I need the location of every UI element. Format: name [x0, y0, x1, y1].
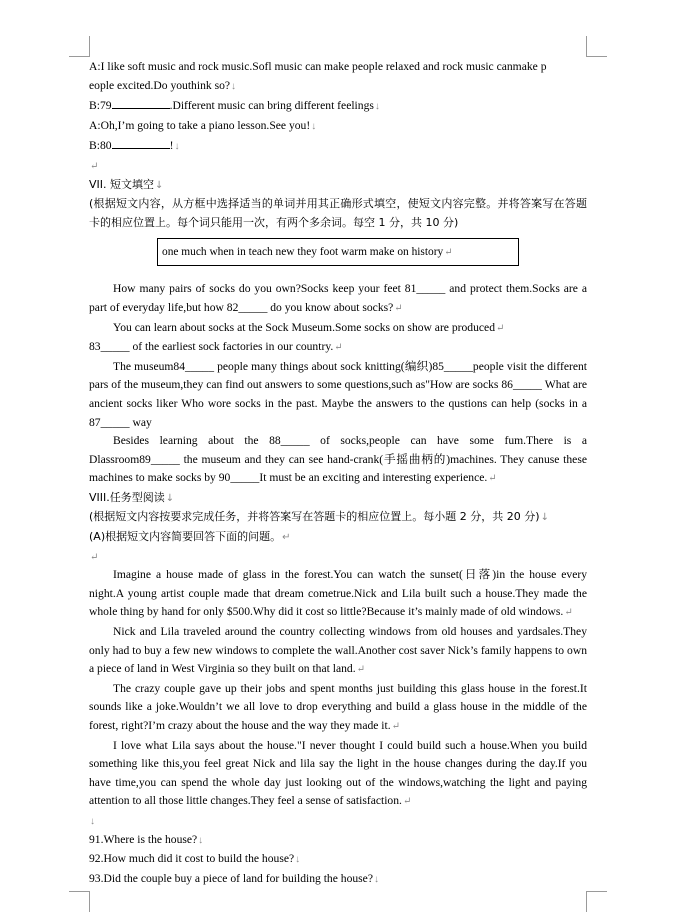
dialog-line: B:79 .Different music can bring different feelings↓	[89, 96, 587, 117]
page-corner-mark	[586, 891, 607, 912]
passage-paragraph: I love what Lila says about the house."I never thought I could build such a house.When you build something like this,you feel great Nick and lila say the light in the house changes during the day.If you have time,you can spend the whole day just looking out of the windows,watching the light and paying attention to all those little changes.They feel a sense of satisfaction.↵	[89, 738, 587, 808]
section-title: VIII.任务型阅读↓	[89, 490, 175, 504]
passage-paragraph: You can learn about socks at the Sock Museum.Some socks on show are produced↵	[113, 320, 505, 334]
word-box: one much when in teach new they foot warm make on history↵	[157, 238, 519, 266]
section-instructions: (根据短文内容，从方框中选择适当的单词并用其正确形式填空，使短文内容完整。并将答案写在答题卡的相应位置上。每个词只能用一次，有两个多余词。每空 1 分，共 10 分)	[89, 197, 587, 229]
page-corner-mark	[69, 36, 90, 57]
passage-paragraph: 83_____ of the earliest sock factories in our country.↵	[89, 340, 343, 354]
section-instructions: (根据短文内容按要求完成任务，并将答案写在答题卡的相应位置上。每小题 2 分，共 20 分)↓	[89, 510, 549, 524]
dialog-line: B:80 !↓	[89, 136, 587, 157]
passage-paragraph: The crazy couple gave up their jobs and spent months just building this glass house in the forest.It sounds like a joke.Wouldn’t we all love to drop everything and build a glass house in the middle of the forest, right?I’m crazy about the house and the way they made it.↵	[89, 681, 587, 732]
page-corner-mark	[586, 36, 607, 57]
passage-paragraph: Imagine a house made of glass in the forest.You can watch the sunset(日落)in the house every night.A young artist couple made that dream cometrue.Nick and Lila built such a house.They made the whole thing by hand for only $500.Why did it cost so little?Because it’s mainly made of old windows.↵	[89, 568, 587, 619]
dialog-line: A:I like soft music and rock music.Sofl music can make people relaxed and rock music canmake p	[89, 60, 547, 73]
dialog-line: eople excited.Do youthink so?↓	[89, 78, 237, 92]
dialog-line: A:Oh,I’m going to take a piano lesson.See you!↓	[89, 118, 317, 132]
page-corner-mark	[69, 891, 90, 912]
question-item: 93.Did the couple buy a piece of land for building the house?↓	[89, 871, 379, 885]
section-title: VII. 短文填空↓	[89, 177, 164, 191]
question-item: 91.Where is the house?↓	[89, 832, 204, 846]
passage-paragraph: Besides learning about the 88_____ of socks,people can have some fum.There is a Dlassroom89_____ the museum and they can see hand-crank(手摇曲柄的)machines. They canuse these machines to make socks by 90_____It must be an exciting and interesting experience.↵	[89, 434, 587, 485]
passage-paragraph: Nick and Lila traveled around the country collecting windows from old houses and yardsales.They only had to buy a few new windows to complete the wall.Another cost saver Nick’s family happens to own a piece of land in West Virginia so they built on that land.↵	[89, 625, 587, 676]
passage-paragraph: How many pairs of socks do you own?Socks keep your feet 81_____ and protect them.Socks are a part of everyday life,but how 82_____ do you know about socks?↵	[89, 282, 587, 314]
question-item: 92.How much did it cost to build the house?↓	[89, 852, 301, 866]
section-part-label: (A)根据短文内容简要回答下面的问题。↵	[89, 530, 291, 544]
passage-paragraph: The museum84_____ people many things about sock knitting(编织)85_____people visit the different pars of the museum,they can find out answers to some questions,such as"How are socks 86_____ What are ancient socks liker Who wore socks in the past. Maybe the answers to the qustions can help (socks in a 87_____ way	[89, 359, 587, 429]
document-body: A:I like soft music and rock music.Sofl music can make people relaxed and rock music canmake p eople excited.Do youthink so?↓ B:79 .Different music can bring different feelings↓ A:Oh,I’m going to take a piano lesson.See you!↓ B:80 !↓ ↵ VII. 短文填空↓ (根据短文内容，从方框中选择适当的单词并用其正确形式填空，使短文内容完整。并将答案写在答题卡的相应位置上。每个词只能用一次，有两个多余词。每空 1 分，共 10 分) one much when in teach new they foot warm make on history↵ How many pairs of socks do you own?Socks keep your feet 81_____ and protect them.Socks are a part of everyday life,but how 82_____ do you know about socks?↵ You can learn about socks at the Sock Museum.Some socks on show are produced↵ 83_____ of the earliest sock factories in our country.↵ The museum84_____ people many things about sock knitting(编织)85_____people visit the different pars of the museum,they can find out answers to some questions,such as"How are socks 86_____ What are ancient socks liker Who wore socks in the past. Maybe the answers to the qustions can help (socks in a 87_____ way Besides learning about the 88_____ of socks,people can have some fum.There is a Dlassroom89_____ the museum and they can see hand-crank(手摇曲柄的)machines. They canuse these machines to make socks by 90_____It must be an exciting and interesting experience.↵ VIII.任务型阅读↓ (根据短文内容按要求完成任务，并将答案写在答题卡的相应位置上。每小题 2 分，共 20 分)↓ (A)根据短文内容简要回答下面的问题。↵ ↵ Imagine a house made of glass in the forest.You can watch the sunset(日落)in the house every night.A young artist couple made that dream cometrue.Nick and Lila built such a house.They made the whole thing by hand for only $500.Why did it cost so little?Because it’s mainly made of old windows.↵ Nick and Lila traveled around the country collecting windows from old houses and yardsales.They only had to buy a few new windows to complete the wall.Another cost saver Nick’s family happens to own a piece of land in West Virginia so they built on that land.↵ The crazy couple gave up their jobs and spent months just building this glass house in the forest.It sounds like a joke.Wouldn’t we all love to drop everything and build a glass house in the middle of the forest, right?I’m crazy about the house and the way they made it.↵ I love what Lila says about the house."I never thought I could build such a house.When you build something like this,you feel great Nick and lila say the light in the house changes during the day.If you have time,you can spend the whole day just looking out of the windows,watching the light and paying attention to all those little changes.They feel a sense of satisfaction.↵ ↓ 91.Where is the house?↓ 92.How much did it cost to build the house?↓ 93.Did the couple buy a piece of land for building the house?↓	[89, 58, 587, 889]
